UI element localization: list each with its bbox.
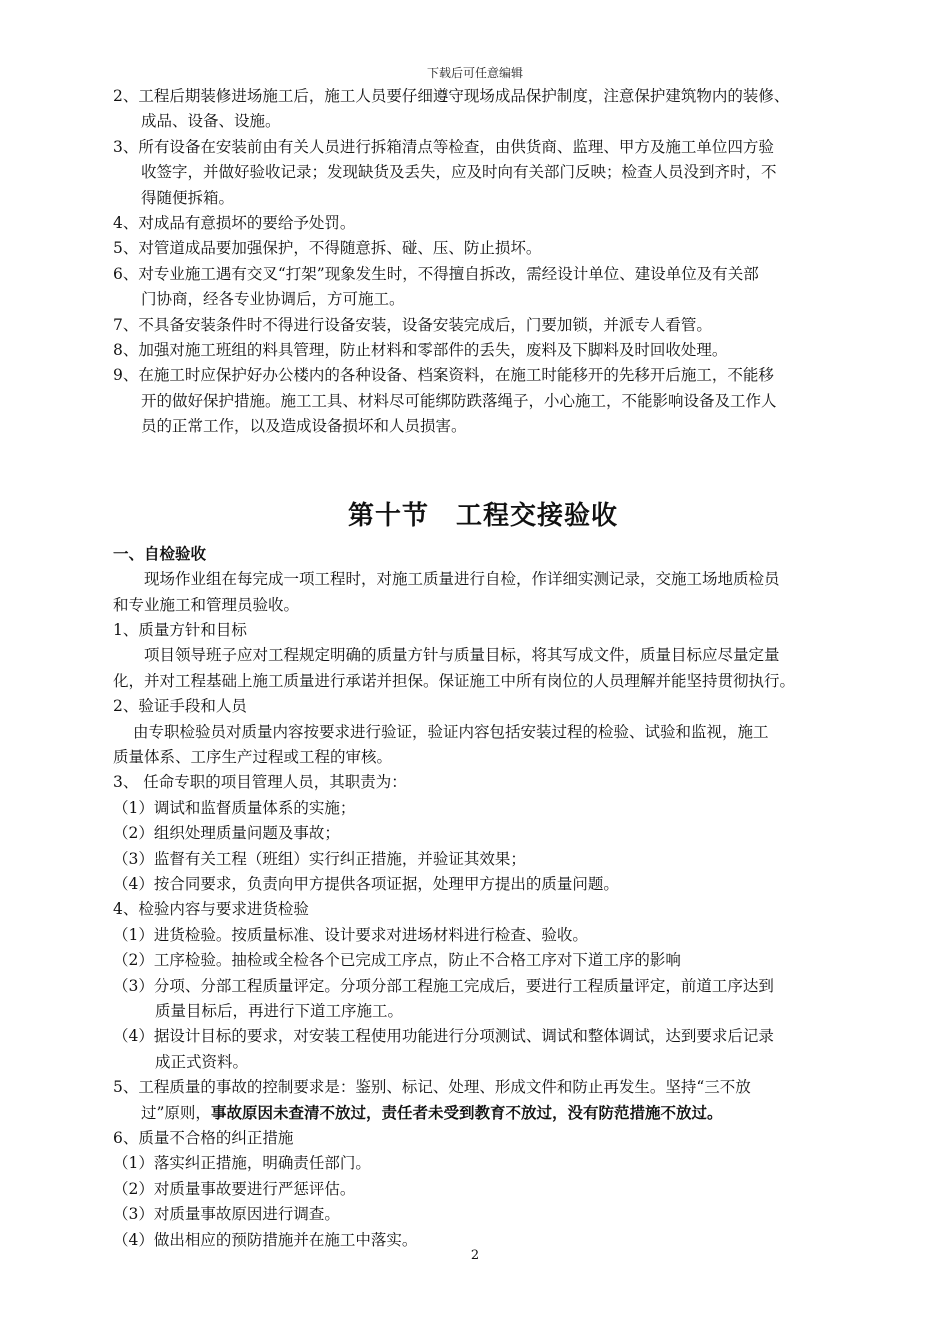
item6-entry: （2）对质量事故要进行严惩评估。 [113, 1179, 356, 1198]
item2-body [113, 720, 853, 771]
list-item-line: （2）工序检验。抽检或全检各个已完成工序点，防止不合格工序对下道工序的影响 [113, 951, 681, 970]
sub-heading: 一、自检验收 [113, 544, 207, 563]
item3-entry: （2）组织处理质量问题及事故； [113, 824, 340, 843]
item4-title: 4、检验内容与要求进货检验 [113, 900, 309, 919]
item5-paragraph [113, 1075, 853, 1126]
intro-line: 现场作业组在每完成一项工程时，对施工质量进行自检，作详细实测记录，交施工场地质检员 [144, 570, 780, 589]
list-item-line: 3、所有设备在安装前由有关人员进行拆箱清点等检查，由供货商、监理、甲方及施工单位四方验 [113, 137, 774, 156]
page-number: 2 [470, 1248, 480, 1263]
list-item-line: 得随便拆箱。 [141, 188, 235, 207]
list-item-line: 6、对专业施工遇有交叉“打架”现象发生时，不得擅自拆改，需经设计单位、建设单位及有关部 [113, 264, 759, 283]
item5-line: 5、工程质量的事故的控制要求是：鉴别、标记、处理、形成文件和防止再发生。坚持“三不放 [113, 1078, 751, 1097]
list-item-line: 4、对成品有意损坏的要给予处罚。 [113, 214, 356, 233]
item2-title: 2、验证手段和人员 [113, 697, 247, 716]
document-body [113, 84, 853, 1253]
intro-paragraph [113, 567, 853, 618]
list-item-line: 成正式资料。 [155, 1052, 249, 1071]
list-item-line: 门协商，经各专业协调后，方可施工。 [141, 290, 405, 309]
item1-body [113, 643, 853, 694]
item1-line: 化，并对工程基础上施工质量进行承诺并担保。保证施工中所有岗位的人员理解并能坚持贯彻执行。 [113, 671, 796, 690]
item6-entry: （3）对质量事故原因进行调查。 [113, 1205, 340, 1224]
protection-measures-list [113, 84, 853, 440]
list-item-line: 8、加强对施工班组的料具管理，防止材料和零部件的丢失，废料及下脚料及时回收处理。 [113, 341, 728, 360]
list-item-line: 员的正常工作，以及造成设备损坏和人员损害。 [141, 417, 467, 436]
section-title: 第十节 工程交接验收 [347, 500, 618, 531]
item6-title: 6、质量不合格的纠正措施 [113, 1129, 294, 1148]
list-item-line: （3）分项、分部工程质量评定。分项分部工程施工完成后，要进行工程质量评定，前道工序达到 [113, 976, 774, 995]
item4-list [113, 923, 853, 1075]
item1-line: 项目领导班子应对工程规定明确的质量方针与质量目标，将其写成文件，质量目标应尽量定量 [144, 646, 780, 665]
list-item-line: （4）据设计目标的要求，对安装工程使用功能进行分项测试、调试和整体调试，达到要求后记录 [113, 1027, 774, 1046]
item3-list [113, 796, 853, 898]
list-item-line: 开的做好保护措施。施工工具、材料尽可能绑防跌落绳子，小心施工，不能影响设备及工作人 [141, 391, 777, 410]
item6-entry: （1）落实纠正措施，明确责任部门。 [113, 1154, 371, 1173]
item5-bold-text: 事故原因未查清不放过，责任者未受到教育不放过，没有防范措施不放过。 [210, 1103, 723, 1122]
item5-line [113, 1101, 853, 1126]
list-item-line: 2、工程后期装修进场施工后，施工人员要仔细遵守现场成品保护制度，注意保护建筑物内的装修、 [113, 87, 790, 105]
list-item-line: 成品、设备、设施。 [141, 112, 281, 131]
list-item-line: （1）进货检验。按质量标准、设计要求对进场材料进行检查、验收。 [113, 925, 588, 944]
item6-entry: （4）做出相应的预防措施并在施工中落实。 [113, 1230, 418, 1249]
item3-entry: （3）监督有关工程（班组）实行纠正措施，并验证其效果； [113, 849, 526, 868]
item2-line: 质量体系、工序生产过程或工程的审核。 [113, 747, 393, 766]
page-header: 下载后可任意编辑 [426, 66, 523, 80]
item1-title: 1、质量方针和目标 [113, 620, 247, 639]
list-item-line: 7、不具备安装条件时不得进行设备安装，设备安装完成后，门要加锁，并派专人看管。 [113, 315, 712, 334]
list-item-line: 收签字，并做好验收记录；发现缺货及丢失，应及时向有关部门反映；检查人员没到齐时，不 [141, 163, 777, 182]
item6-list [113, 1151, 853, 1253]
item5-normal-text: 过”原则， [141, 1103, 211, 1122]
list-item-line: 9、在施工时应保护好办公楼内的各种设备、档案资料，在施工时能移开的先移开后施工，不能移 [113, 366, 774, 385]
item3-title: 3、 任命专职的项目管理人员，其职责为： [113, 773, 407, 792]
item3-entry: （1）调试和监督质量体系的实施； [113, 798, 356, 817]
item2-line: 由专职检验员对质量内容按要求进行验证，验证内容包括安装过程的检验、试验和监视，施工 [133, 722, 769, 741]
intro-line: 和专业施工和管理员验收。 [113, 595, 300, 614]
item3-entry: （4）按合同要求，负责向甲方提供各项证据，处理甲方提出的质量问题。 [113, 874, 619, 893]
list-item-line: 质量目标后，再进行下道工序施工。 [155, 1002, 404, 1020]
list-item-line: 5、对管道成品要加强保护，不得随意拆、碰、压、防止损坏。 [113, 239, 542, 258]
